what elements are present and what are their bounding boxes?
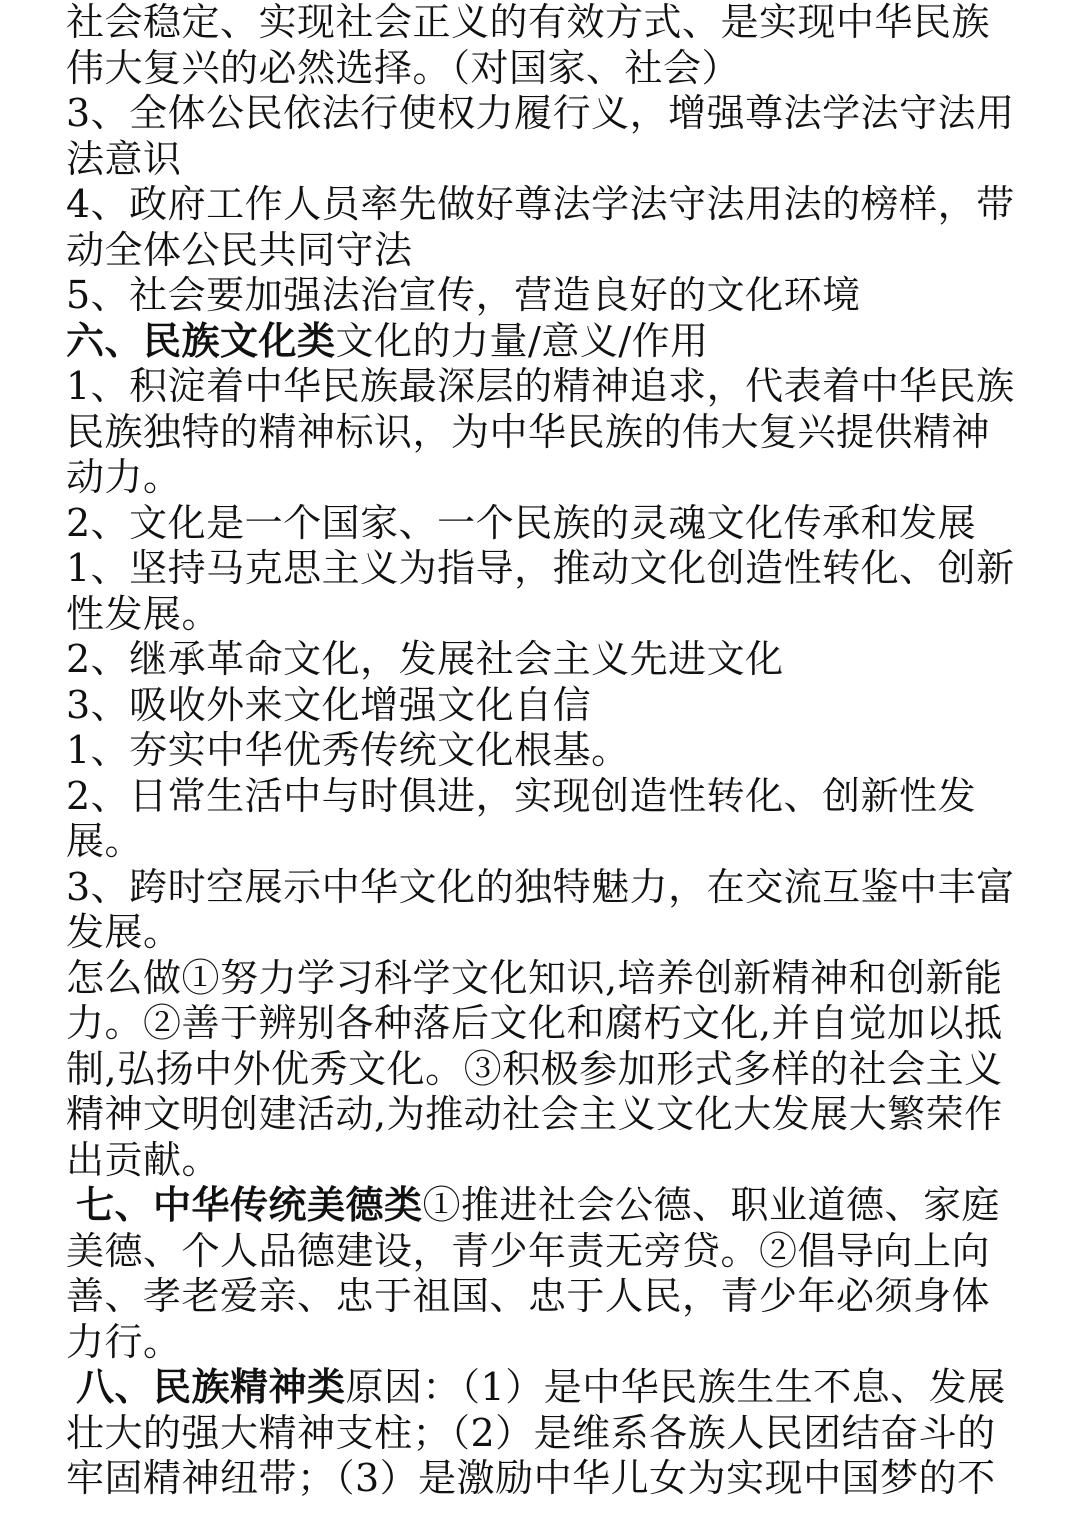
line-text: 制,弘扬中外优秀文化。③积极参加形式多样的社会主义 [66, 1046, 1003, 1091]
line-text: 出贡献。 [66, 1137, 221, 1182]
text-line [66, 910, 1066, 956]
text-line [66, 1365, 1066, 1411]
text-line [66, 0, 1066, 46]
text-line [66, 501, 1066, 547]
text-line [66, 182, 1066, 228]
line-text: 善、孝老爱亲、忠于祖国、忠于人民，青少年必须身体 [66, 1274, 991, 1318]
section-heading: 七、中华传统美德类 [76, 1183, 423, 1227]
document-page [66, 0, 1066, 1502]
text-line [66, 364, 1066, 410]
text-line [66, 1411, 1066, 1457]
line-text: 力行。 [66, 1319, 182, 1364]
line-text: 4、政府工作人员率先做好尊法学法守法用法的榜样，带 [66, 182, 1015, 226]
line-text: 怎么做①努力学习科学文化知识,培养创新精神和创新能 [66, 955, 1003, 1000]
line-text: 展。 [66, 819, 144, 863]
line-text: 法意识 [66, 136, 182, 181]
text-line [66, 637, 1066, 683]
text-line [66, 1320, 1066, 1366]
line-text: 牢固精神纽带；（3）是激励中华儿女为实现中国梦的不 [66, 1456, 996, 1500]
text-line [66, 819, 1066, 865]
text-line [66, 228, 1066, 274]
text-line [66, 91, 1066, 137]
line-text: 文化的力量/意义/作用 [335, 318, 709, 363]
text-line [66, 46, 1066, 92]
line-text: 3、全体公民依法行使权力履行义，增强尊法学法守法用 [66, 91, 1015, 135]
line-text: 美德、个人品德建设，青少年责无旁贷。②倡导向上向 [66, 1228, 991, 1273]
section-heading: 八、民族精神类 [76, 1365, 346, 1409]
line-text: 2、继承革命文化，发展社会主义先进文化 [66, 637, 784, 681]
text-line [66, 137, 1066, 183]
line-text: 2、日常生活中与时俱进，实现创造性转化、创新性发 [66, 773, 977, 818]
line-text: 3、跨时空展示中华文化的独特魅力，在交流互鉴中丰富 [66, 864, 1015, 909]
text-line [66, 1183, 1066, 1229]
text-line [66, 956, 1066, 1002]
text-line [66, 728, 1066, 774]
line-text: 社会稳定、实现社会正义的有效方式、是实现中华民族 [66, 0, 991, 44]
line-text: 力。②善于辨别各种落后文化和腐朽文化,并自觉加以抵 [66, 1001, 1003, 1045]
line-text: 性发展。 [66, 591, 221, 636]
text-line [66, 1138, 1066, 1184]
line-text: 动力。 [66, 455, 182, 499]
text-line [66, 546, 1066, 592]
line-text: ①推进社会公德、职业道德、家庭 [422, 1183, 1001, 1227]
text-line [66, 1047, 1066, 1093]
text-line [66, 1274, 1066, 1320]
text-line [66, 592, 1066, 638]
text-line [66, 410, 1066, 456]
line-text: 动全体公民共同守法 [66, 227, 413, 272]
text-line [66, 774, 1066, 820]
line-text: 5、社会要加强法治宣传，营造良好的文化环境 [66, 273, 861, 317]
line-text: 1、积淀着中华民族最深层的精神追求，代表着中华民族 [66, 364, 1015, 408]
line-text: 1、坚持马克思主义为指导，推动文化创造性转化、创新 [66, 546, 1015, 590]
text-line [66, 865, 1066, 911]
line-text: 3、吸收外来文化增强文化自信 [66, 682, 592, 727]
line-text: 精神文明创建活动,为推动社会主义文化大发展大繁荣作 [66, 1092, 1003, 1136]
text-line [66, 455, 1066, 501]
line-text: 1、夯实中华优秀传统文化根基。 [66, 728, 630, 772]
line-text: 壮大的强大精神支柱；（2）是维系各族人民团结奋斗的 [66, 1410, 996, 1455]
text-line [66, 683, 1066, 729]
text-line [66, 1229, 1066, 1275]
text-line [66, 273, 1066, 319]
text-line [66, 1092, 1066, 1138]
text-line [66, 1001, 1066, 1047]
text-line [66, 319, 1066, 365]
line-text: 伟大复兴的必然选择。（对国家、社会） [66, 45, 741, 90]
section-heading: 六、民族文化类 [66, 318, 336, 363]
line-text: 发展。 [66, 910, 182, 954]
line-text: 民族独特的精神标识，为中华民族的伟大复兴提供精神 [66, 409, 991, 454]
text-line [66, 1456, 1066, 1502]
line-text: 原因：（1）是中华民族生生不息、发展 [345, 1365, 1006, 1409]
line-text: 2、文化是一个国家、一个民族的灵魂文化传承和发展 [66, 500, 977, 545]
